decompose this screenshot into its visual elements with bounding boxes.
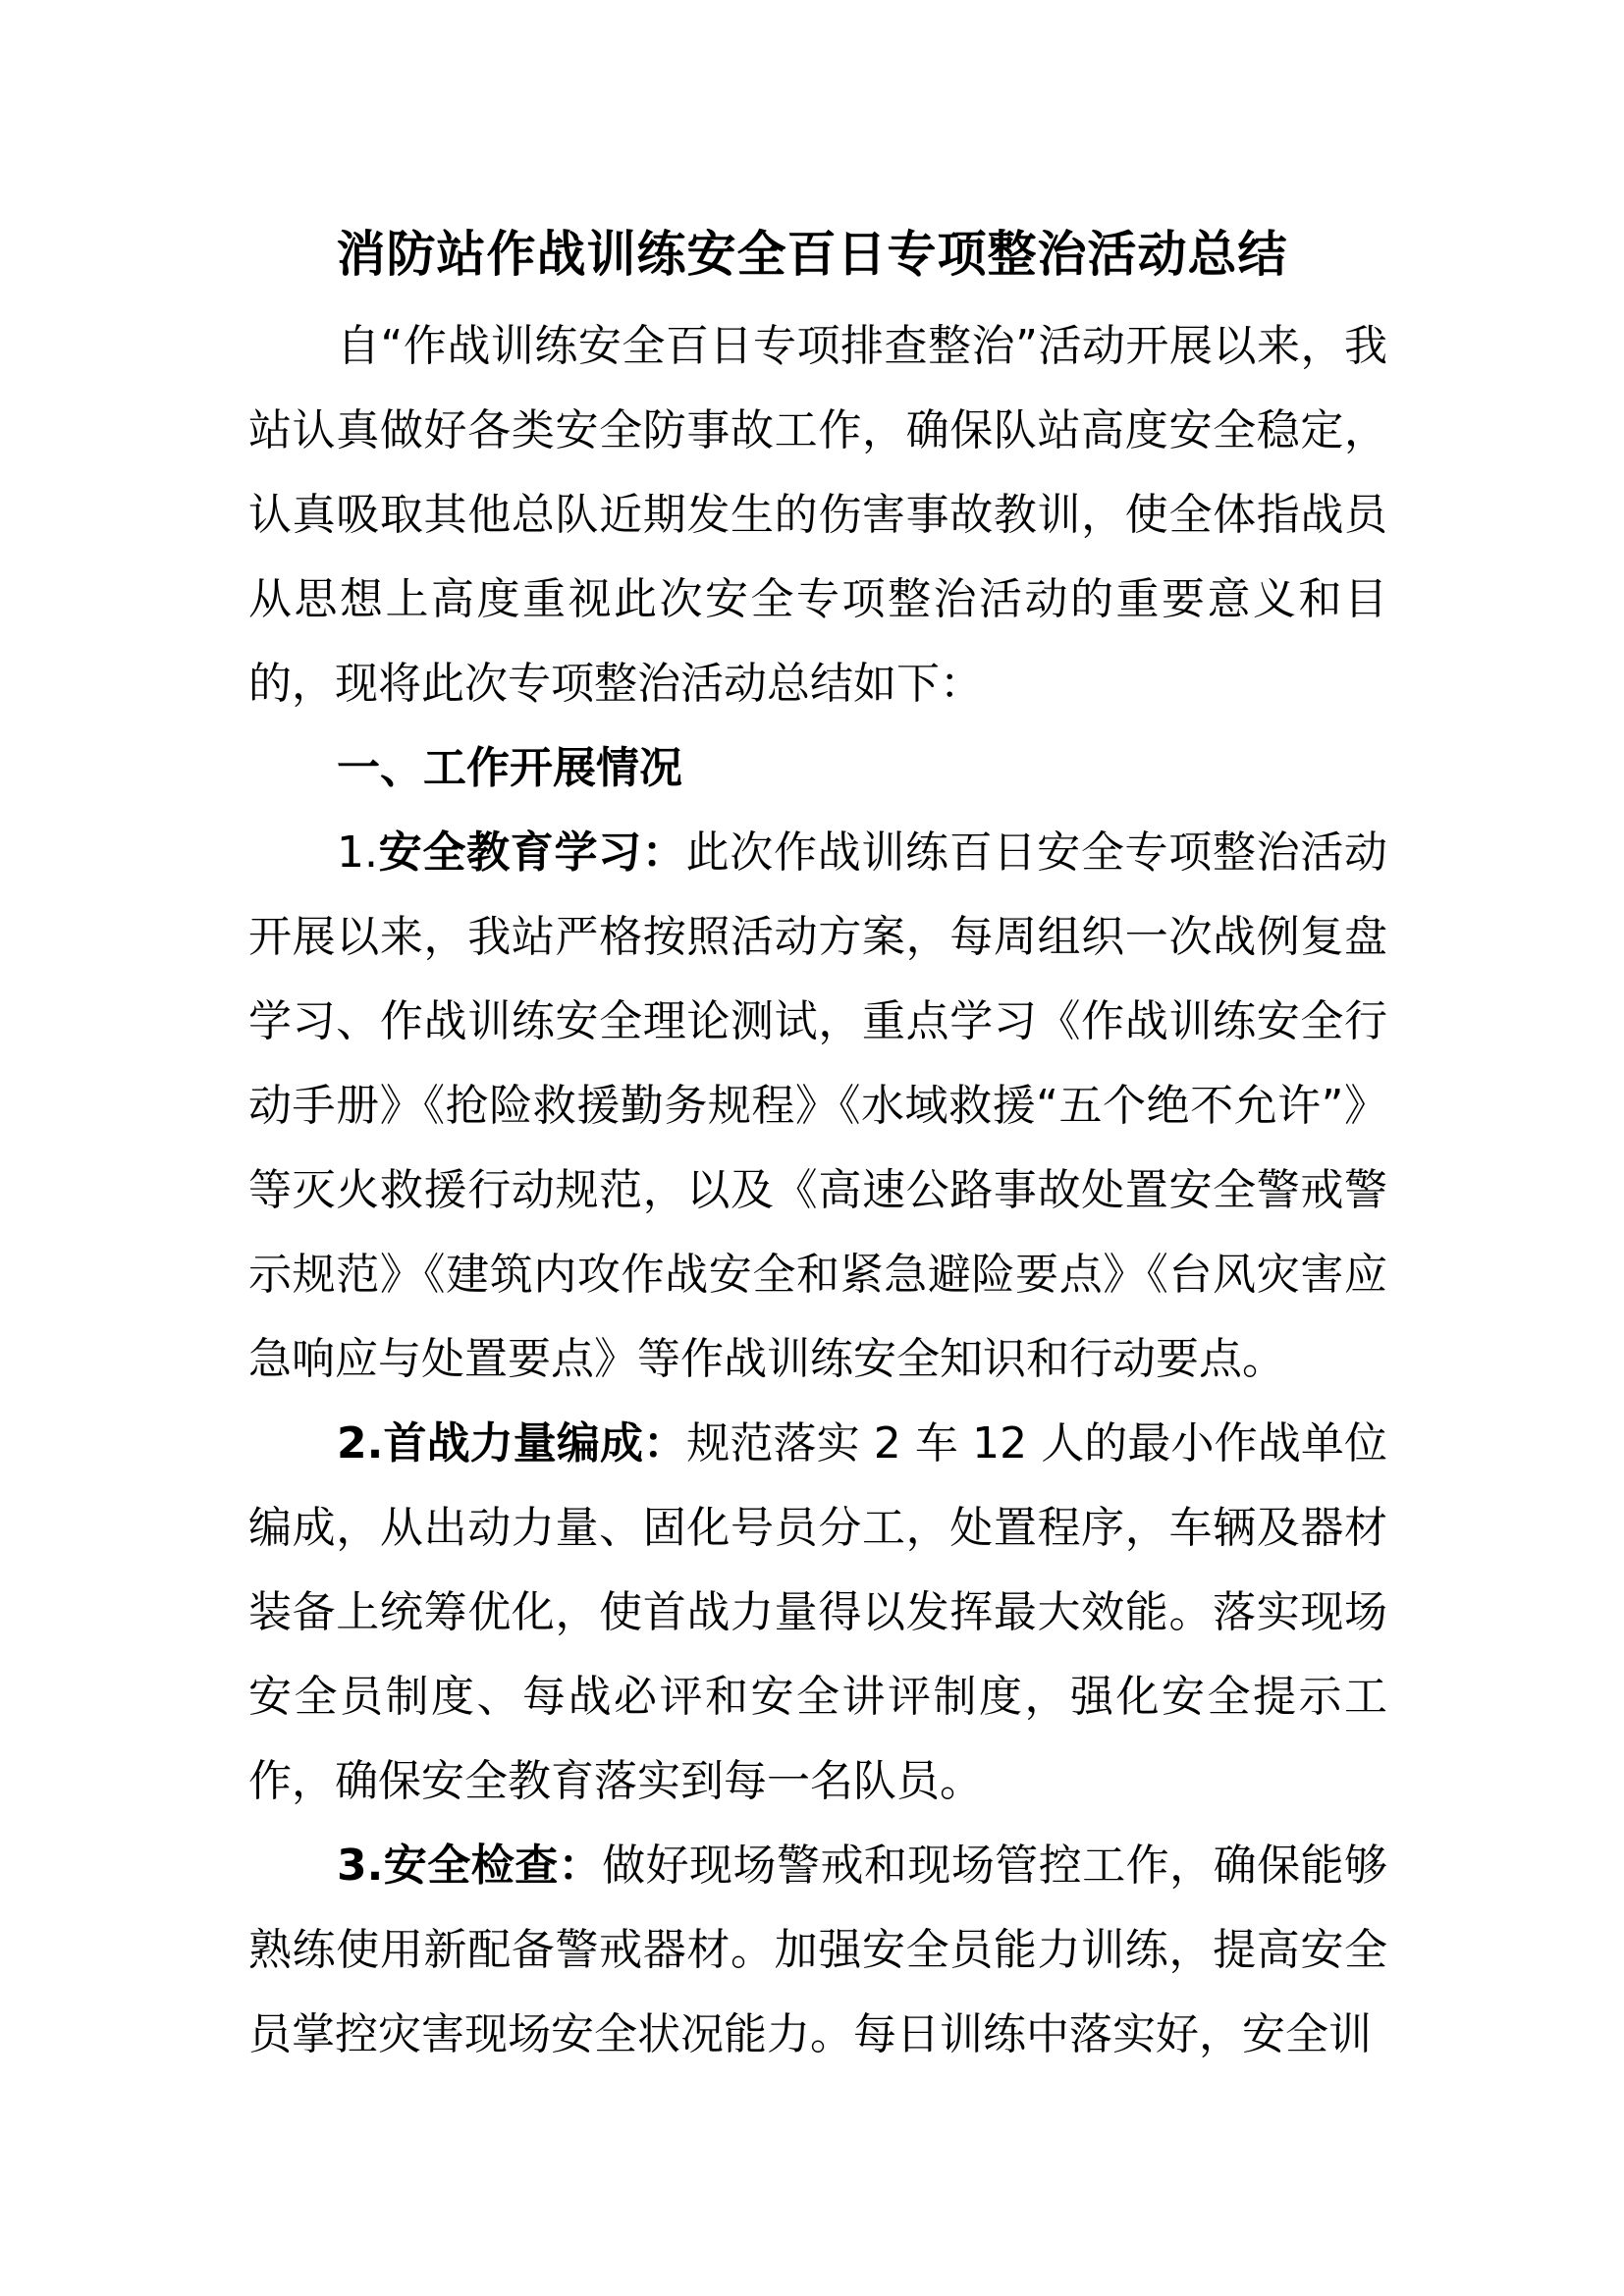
item-text: 规范落实 2 车 12 人的最小作战单位编成，从出动力量、固化号员分工，处置程序，车辆及器材装备上统筹优化，使首战力量得以发挥最大效能。落实现场安全员制度、每战必评和安全讲评制度，强化安全提示工作，确保安全教育落实到每一名队员。 xyxy=(248,1418,1387,1806)
item-paragraph-safety-inspection xyxy=(248,1824,1387,2077)
item-paragraph-safety-education xyxy=(248,811,1387,1402)
document-title: 消防站作战训练安全百日专项整治活动总结 xyxy=(336,225,1288,283)
intro-paragraph: 自“作战训练安全百日专项排查整治”活动开展以来，我站认真做好各类安全防事故工作，确保队站高度安全稳定，认真吸取其他总队近期发生的伤害事故教训，使全体指战员从思想上高度重视此次安全专项整治活动的重要意义和目的，现将此次专项整治活动总结如下： xyxy=(248,321,1387,709)
item-label: 安全检查： xyxy=(383,1841,603,1891)
item-label: 安全教育学习： xyxy=(377,828,686,878)
item-number: 1. xyxy=(337,828,378,878)
item-number: 2. xyxy=(337,1418,384,1468)
section-heading-work-status: 一、工作开展情况 xyxy=(337,743,682,793)
item-text: 做好现场警戒和现场管控工作，确保能够熟练使用新配备警戒器材。加强安全员能力训练，提高安全员掌控灾害现场安全状况能力。每日训练中落实好，安全训 xyxy=(248,1841,1387,2059)
item-paragraph-first-force xyxy=(248,1402,1387,1824)
item-number: 3. xyxy=(337,1841,384,1891)
item-label: 首战力量编成： xyxy=(383,1418,687,1468)
item-text: 此次作战训练百日安全专项整治活动开展以来，我站严格按照活动方案，每周组织一次战例复盘学习、作战训练安全理论测试，重点学习《作战训练安全行动手册》《抢险救援勤务规程》《水域救援“五个绝不允许”》等灭火救援行动规范，以及《高速公路事故处置安全警戒警示规范》《建筑内攻作战安全和紧急避险要点》《台风灾害应急响应与处置要点》等作战训练安全知识和行动要点。 xyxy=(248,828,1388,1384)
